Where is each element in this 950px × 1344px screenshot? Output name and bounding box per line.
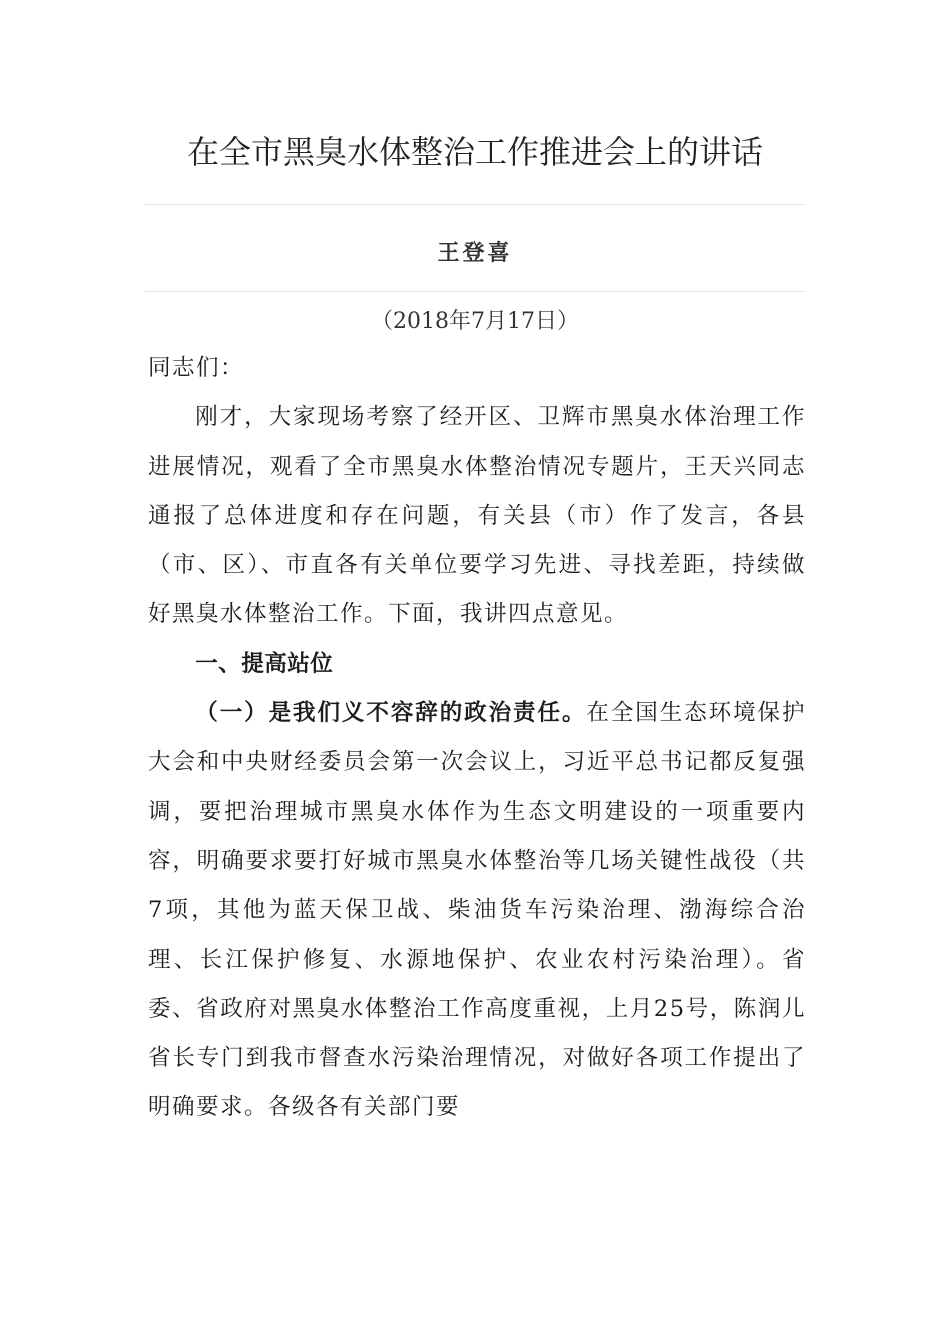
author-divider	[145, 291, 805, 292]
intro-paragraph: 刚才，大家现场考察了经开区、卫辉市黑臭水体治理工作进展情况，观看了全市黑臭水体整治情况专题片，王天兴同志通报了总体进度和存在问题，有关县（市）作了发言，各县（市、区）、市直各有关单位要学习先进、寻找差距，持续做好黑臭水体整治工作。下面，我讲四点意见。	[148, 404, 806, 628]
speech-body	[148, 344, 806, 1133]
subsection-heading-1: （一）是我们义不容辞的政治责任。	[195, 700, 587, 727]
title-divider	[145, 204, 805, 205]
speech-date: （2018年7月17日）	[371, 309, 579, 334]
section-heading-1: 一、提高站位	[195, 650, 334, 677]
subsection-body-1: 在全国生态环境保护大会和中央财经委员会第一次会议上，习近平总书记都反复强调，要把治理城市黑臭水体作为生态文明建设的一项重要内容，明确要求要打好城市黑臭水体整治等几场关键性战役（共7项，其他为蓝天保卫战、柴油货车污染治理、渤海综合治理、长江保护修复、水源地保护、农业农村污染治理）。省委、省政府对黑臭水体整治工作高度重视，上月25号，陈润儿省长专门到我市督查水污染治理情况，对做好各项工作提出了明确要求。各级各有关部门要	[148, 700, 806, 1121]
greeting: 同志们：	[148, 355, 245, 381]
subsection-paragraph-1	[148, 689, 806, 1133]
page-title: 在全市黑臭水体整治工作推进会上的讲话	[186, 133, 763, 171]
author-name: 王登喜	[437, 241, 513, 266]
